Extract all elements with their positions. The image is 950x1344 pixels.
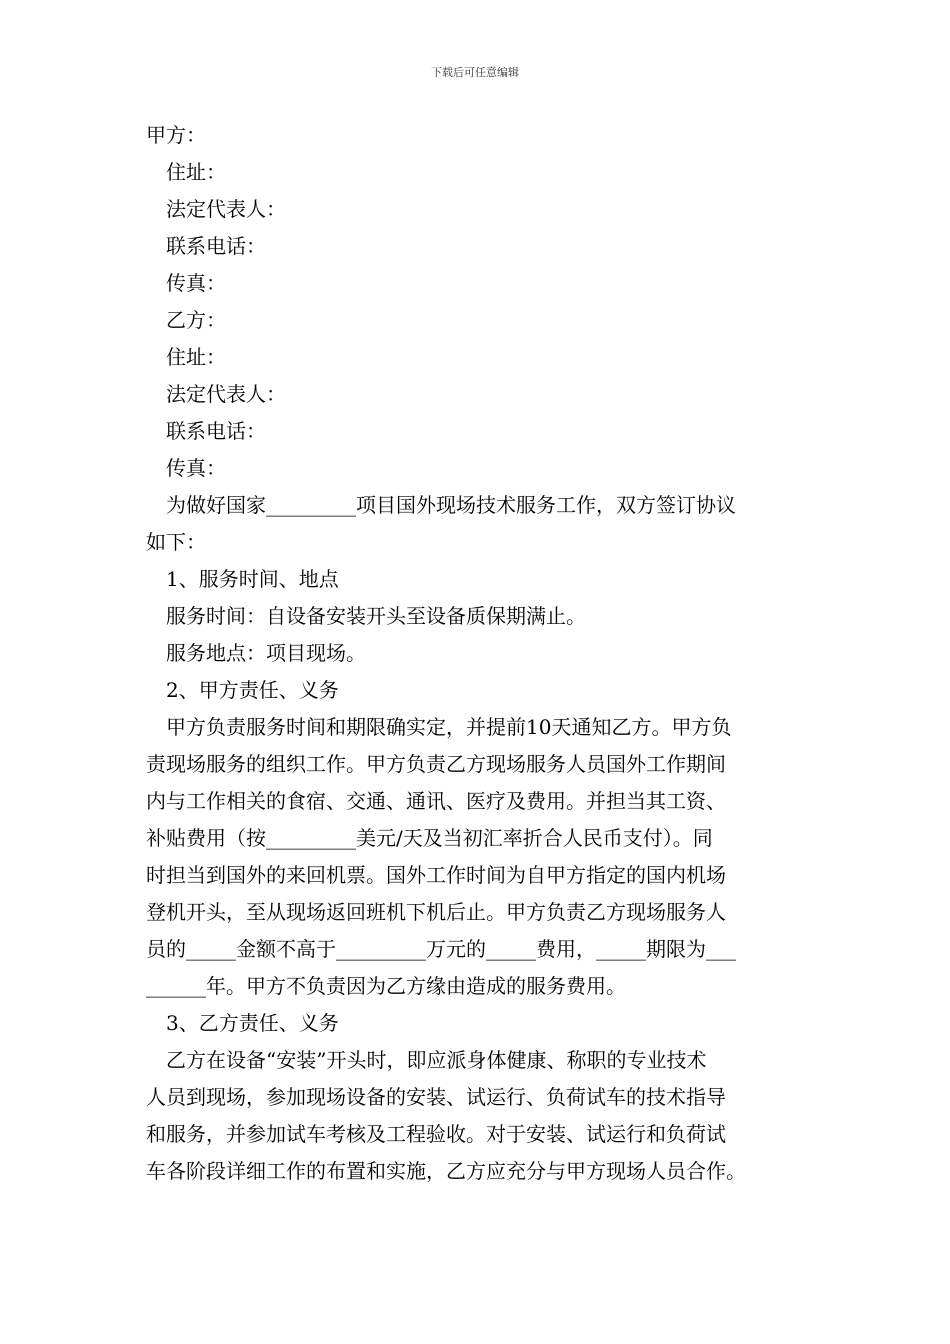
party-a-fax: 传真： <box>166 271 226 295</box>
section2-heading: 2、甲方责任、义务 <box>166 678 339 702</box>
party-a-label: 甲方： <box>146 123 206 147</box>
party-b-legal-rep: 法定代表人： <box>166 382 286 406</box>
document-body <box>146 117 826 1190</box>
section2-line: 时担当到国外的来回机票。国外工作时间为自甲方指定的国内机场 <box>146 863 726 887</box>
intro-line: 为做好国家_________项目国外现场技术服务工作，双方签订协议 <box>166 493 736 517</box>
section1-service-place: 服务地点：项目现场。 <box>166 641 366 665</box>
section3-line: 人员到现场，参加现场设备的安装、试运行、负荷试车的技术指导 <box>146 1085 726 1109</box>
party-b-phone: 联系电话： <box>166 419 266 443</box>
section2-line: 员的_____金额不高于_________万元的_____费用，_____期限为___ <box>146 937 736 961</box>
section2-line: 补贴费用（按_________美元/天及当初汇率折合人民币支付）。同 <box>146 826 713 850</box>
section2-line: ______年。甲方不负责因为乙方缘由造成的服务费用。 <box>146 974 626 998</box>
party-a-phone: 联系电话： <box>166 234 266 258</box>
section3-line: 乙方在设备“安装”开头时，即应派身体健康、称职的专业技术 <box>166 1048 707 1072</box>
section1-service-time: 服务时间：自设备安装开头至设备质保期满止。 <box>166 604 586 628</box>
party-a-address: 住址： <box>166 160 226 184</box>
section3-line: 和服务，并参加试车考核及工程验收。对于安装、试运行和负荷试 <box>146 1122 726 1146</box>
section3-line: 车各阶段详细工作的布置和实施，乙方应充分与甲方现场人员合作。 <box>146 1159 746 1183</box>
section2-line: 登机开头，至从现场返回班机下机后止。甲方负责乙方现场服务人 <box>146 900 726 924</box>
section2-line: 甲方负责服务时间和期限确实定，并提前10天通知乙方。甲方负 <box>166 715 732 739</box>
section2-line: 责现场服务的组织工作。甲方负责乙方现场服务人员国外工作期间 <box>146 752 726 776</box>
party-b-fax: 传真： <box>166 456 226 480</box>
party-a-legal-rep: 法定代表人： <box>166 197 286 221</box>
section2-line: 内与工作相关的食宿、交通、通讯、医疗及费用。并担当其工资、 <box>146 789 726 813</box>
intro-line: 如下： <box>146 530 206 554</box>
party-b-address: 住址： <box>166 345 226 369</box>
section1-heading: 1、服务时间、地点 <box>166 567 339 591</box>
page-header-note: 下载后可任意编辑 <box>431 66 519 79</box>
party-b-label: 乙方： <box>166 308 226 332</box>
section3-heading: 3、乙方责任、义务 <box>166 1011 339 1035</box>
